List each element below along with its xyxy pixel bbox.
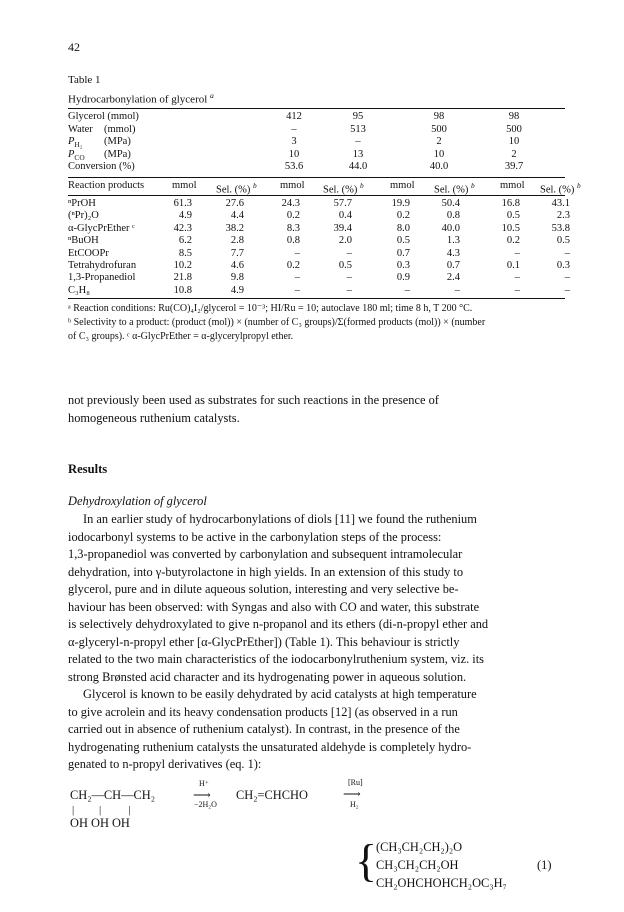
header-cell: mmol bbox=[390, 180, 415, 191]
table-cell: 43.1 bbox=[551, 198, 570, 209]
table-cell: 0.3 bbox=[396, 260, 410, 271]
table-cell: 6.2 bbox=[178, 235, 192, 247]
header-cell: mmol bbox=[172, 180, 197, 191]
condition-row bbox=[68, 149, 568, 161]
condition-subscript: CO bbox=[74, 152, 85, 162]
condition-row bbox=[68, 124, 568, 136]
table-cell: 0.9 bbox=[396, 272, 410, 284]
eq-bonds: | | | bbox=[72, 804, 131, 816]
table-cell: – bbox=[294, 247, 300, 259]
page-number: 42 bbox=[68, 40, 80, 54]
table-cell: – bbox=[514, 247, 520, 259]
intro-paragraph bbox=[68, 392, 560, 427]
product-name: ⁿBuOH bbox=[68, 235, 99, 247]
table-cell: 9.8 bbox=[230, 272, 244, 284]
eq-arrow1-top: H⁺ bbox=[199, 779, 209, 788]
condition-row bbox=[68, 161, 568, 173]
condition-value: 13 bbox=[352, 148, 364, 160]
table-cell: 4.9 bbox=[230, 284, 244, 296]
condition-value: 98 bbox=[508, 111, 520, 122]
text-line: strong Brønsted acid character and its hydrogenating power in aqueous solution. bbox=[68, 669, 467, 684]
table-cell: 0.2 bbox=[506, 235, 520, 247]
table-cell: 0.5 bbox=[396, 235, 410, 247]
eq-intermediate: CH₂=CHCHO bbox=[236, 788, 308, 802]
header-text: Sel. (%) bbox=[540, 184, 575, 196]
table-cell: 0.2 bbox=[286, 210, 300, 222]
eq-product-1: (CH₃CH₂CH₂)₂O bbox=[376, 840, 463, 854]
eq-product-3: CH₂OHCHOHCH₂OC₃H₇ bbox=[376, 876, 507, 890]
text-line: genated to n-propyl derivatives (eq. 1): bbox=[68, 757, 262, 771]
eq-reactant: CH₂—CH—CH₂ bbox=[70, 788, 156, 802]
table-cell: 10.2 bbox=[173, 260, 192, 271]
table-mid-rule bbox=[68, 177, 565, 178]
table-cell: 4.6 bbox=[230, 260, 244, 271]
text-line: carried out in absence of ruthenium catalyst). In contrast, in the presence of the bbox=[68, 722, 460, 736]
condition-value: 40.0 bbox=[429, 161, 449, 172]
table-footnote-a: ᵃ Reaction conditions: Ru(CO)₄I₂/glycerol = 10⁻³; HI/Ru = 10; autoclave 180 ml; time 8 h, T 200 °C. bbox=[68, 303, 473, 314]
header-text: Sel. (%) bbox=[323, 184, 358, 196]
header-text: Sel. (%) bbox=[216, 184, 251, 196]
condition-symbol: P bbox=[68, 148, 75, 160]
table-cell: – bbox=[564, 247, 570, 259]
table-bottom-rule bbox=[68, 298, 565, 299]
body-paragraphs bbox=[68, 511, 560, 774]
condition-value: 98 bbox=[433, 111, 445, 122]
eq-product-2: CH₃CH₂CH₂OH bbox=[376, 858, 459, 872]
table-cell: – bbox=[294, 272, 300, 284]
text-line: homogeneous ruthenium catalysts. bbox=[68, 410, 240, 425]
table-cell: 2.3 bbox=[556, 210, 570, 222]
text-line: In an earlier study of hydrocarbonylations of diols [11] we found the ruthenium bbox=[83, 512, 477, 526]
condition-subscript: H₂ bbox=[74, 140, 83, 150]
table-cell: 0.7 bbox=[396, 247, 410, 259]
eq-brace: { bbox=[355, 835, 378, 886]
table-caption-text: Hydrocarbonylation of glycerol bbox=[68, 93, 208, 106]
text-line: glycerol, pure and in dilute aqueous solution, interesting and very selective be- bbox=[68, 582, 459, 596]
condition-value: 95 bbox=[352, 111, 364, 122]
condition-value: 412 bbox=[286, 111, 302, 122]
text-line: α-glyceryl-n-propyl ether [α-GlycPrEther]) (Table 1). This behaviour is strictly bbox=[68, 634, 460, 649]
table-cell: 53.8 bbox=[551, 222, 570, 234]
condition-symbol: P bbox=[68, 136, 75, 147]
table-cell: 0.1 bbox=[506, 260, 520, 271]
product-name: ⁿPrOH bbox=[68, 198, 96, 209]
condition-label: Conversion (%) bbox=[68, 161, 135, 172]
table-cell: – bbox=[514, 284, 520, 296]
table-row bbox=[68, 235, 568, 247]
table-cell: – bbox=[346, 247, 352, 259]
table-cell: – bbox=[564, 272, 570, 284]
header-mark: b bbox=[577, 181, 581, 190]
text-line: Glycerol is known to be easily dehydrated by acid catalysts at high temperature bbox=[83, 687, 477, 701]
product-name: Tetrahydrofuran bbox=[68, 260, 137, 271]
text-line: to give acrolein and its heavy condensation products [12] (as observed in a run bbox=[68, 704, 458, 719]
table-cell: 0.2 bbox=[286, 260, 300, 271]
table-cell: – bbox=[294, 284, 300, 296]
table-cell: 2.8 bbox=[230, 235, 244, 247]
condition-value: 2 bbox=[511, 148, 517, 160]
header-mark: b bbox=[471, 181, 475, 190]
header-text: Sel. (%) bbox=[434, 184, 469, 196]
table-cell: 8.0 bbox=[396, 222, 410, 234]
header-mark: b bbox=[360, 181, 364, 190]
table-cell: 0.2 bbox=[396, 210, 410, 222]
table-row bbox=[68, 248, 568, 260]
product-name: (ⁿPr)₂O bbox=[68, 210, 99, 222]
eq-arrow1: ⟶ bbox=[193, 788, 211, 802]
subsection-heading: Dehydroxylation of glycerol bbox=[68, 494, 207, 508]
condition-label: Water bbox=[68, 123, 93, 135]
table-row bbox=[68, 272, 568, 284]
condition-value: 10 bbox=[508, 136, 520, 147]
table-cell: 0.5 bbox=[506, 210, 520, 222]
section-heading: Results bbox=[68, 462, 108, 476]
condition-value: 44.0 bbox=[348, 161, 368, 172]
products-header-row bbox=[68, 180, 581, 196]
table-cell: 21.8 bbox=[173, 272, 192, 284]
table-cell: 4.4 bbox=[230, 210, 244, 222]
table-cell: 24.3 bbox=[281, 198, 300, 209]
table-cell: – bbox=[346, 284, 352, 296]
table-cell: – bbox=[404, 284, 410, 296]
condition-value: 10 bbox=[288, 148, 300, 160]
condition-value: 39.7 bbox=[504, 161, 524, 172]
table-footnote-c: of C₃ groups). ᶜ α-GlycPrEther = α-glycerylpropyl ether. bbox=[68, 331, 294, 342]
condition-value: 3 bbox=[291, 136, 297, 147]
table-cell: – bbox=[346, 272, 352, 284]
condition-value: 513 bbox=[350, 123, 366, 135]
table-cell: 19.9 bbox=[391, 198, 410, 209]
table-top-rule bbox=[68, 108, 565, 109]
eq-arrow1-bottom: −2H₂O bbox=[194, 800, 217, 809]
eq-arrow2-bottom: H₂ bbox=[350, 800, 359, 809]
text-line: is selectively dehydroxylated to give n-propanol and its ethers (di-n-propyl ether and bbox=[68, 617, 489, 631]
table-cell: 2.0 bbox=[338, 235, 352, 247]
table-footnote-b: ᵇ Selectivity to a product: (product (mol)) × (number of C₃ groups)/Σ(formed products (mol)) × (number bbox=[68, 317, 486, 328]
condition-unit: (MPa) bbox=[104, 136, 131, 147]
condition-value: – bbox=[291, 123, 297, 135]
table-cell: 61.3 bbox=[173, 198, 192, 209]
eq-arrow2: ⟶ bbox=[343, 787, 361, 801]
table-cell: 57.7 bbox=[333, 198, 352, 209]
condition-row bbox=[68, 136, 568, 148]
table-cell: 42.3 bbox=[173, 222, 192, 234]
product-name: α-GlycPrEther ᶜ bbox=[68, 222, 135, 234]
table-cell: 7.7 bbox=[230, 247, 244, 259]
table-cell: 10.5 bbox=[501, 222, 520, 234]
text-line: 1,3-propanediol was converted by carbonylation and subsequent intramolecular bbox=[68, 547, 463, 561]
table-cell: 8.5 bbox=[178, 247, 192, 259]
table-row bbox=[68, 223, 568, 235]
header-cell: mmol bbox=[280, 180, 305, 191]
product-name: 1,3-Propanediol bbox=[68, 272, 136, 284]
table-cell: 0.7 bbox=[446, 260, 460, 271]
header-mark: b bbox=[253, 181, 257, 190]
table-cell: 16.8 bbox=[501, 198, 520, 209]
product-name: C₃H₈ bbox=[68, 284, 90, 296]
table-label: Table 1 bbox=[68, 74, 101, 86]
table-cell: – bbox=[514, 272, 520, 284]
table-row bbox=[68, 285, 568, 297]
table-header-rule bbox=[68, 195, 565, 196]
text-line: haviour has been observed: with Syngas and also with CO and water, this substrate bbox=[68, 599, 480, 614]
condition-value: 500 bbox=[431, 123, 447, 135]
text-line: dehydration, into γ-butyrolactone in high yields. In an extension of this study to bbox=[68, 564, 464, 579]
product-name: EtCOOPr bbox=[68, 247, 109, 259]
condition-value: 10 bbox=[433, 148, 445, 160]
condition-row bbox=[68, 111, 568, 123]
table-row bbox=[68, 210, 568, 222]
text-line: iodocarbonyl systems to be active in the carbonylation steps of the process: bbox=[68, 529, 442, 544]
table-cell: 50.4 bbox=[441, 198, 460, 209]
condition-value: 500 bbox=[506, 123, 522, 135]
table-cell: 10.8 bbox=[173, 284, 192, 296]
table-cell: – bbox=[564, 284, 570, 296]
table-cell: 4.9 bbox=[178, 210, 192, 222]
eq-number: (1) bbox=[537, 858, 552, 872]
table-row bbox=[68, 260, 568, 272]
eq-arrow2-top: [Ru] bbox=[348, 778, 363, 787]
condition-value: 53.6 bbox=[284, 161, 304, 172]
table-caption-mark: a bbox=[210, 91, 214, 100]
condition-value: 2 bbox=[436, 136, 442, 147]
table-cell: 0.3 bbox=[556, 260, 570, 271]
table-cell: – bbox=[454, 284, 460, 296]
header-cell: mmol bbox=[500, 180, 525, 191]
table-cell: 1.3 bbox=[446, 235, 460, 247]
header-cell: Reaction products bbox=[68, 180, 145, 191]
table-cell: 0.5 bbox=[556, 235, 570, 247]
table-cell: 8.3 bbox=[286, 222, 300, 234]
table-cell: 39.4 bbox=[333, 222, 352, 234]
table-cell: 40.0 bbox=[441, 222, 460, 234]
table-cell: 38.2 bbox=[225, 222, 244, 234]
table-cell: 0.8 bbox=[286, 235, 300, 247]
table-cell: 0.5 bbox=[338, 260, 352, 271]
table-caption bbox=[68, 91, 214, 106]
table-cell: 4.3 bbox=[446, 247, 460, 259]
table-cell: 2.4 bbox=[446, 272, 460, 284]
condition-label: Glycerol (mmol) bbox=[68, 111, 139, 122]
table-row bbox=[68, 198, 568, 210]
condition-unit: (mmol) bbox=[104, 123, 136, 135]
table-cell: 0.4 bbox=[338, 210, 352, 222]
text-line: hydrogenating ruthenium catalysts the unsaturated aldehyde is completely hydro- bbox=[68, 739, 472, 754]
text-line: not previously been used as substrates for such reactions in the presence of bbox=[68, 393, 439, 407]
text-line: related to the two main characteristics of the iodocarbonylruthenium system, viz. its bbox=[68, 652, 484, 666]
table-cell: 0.8 bbox=[446, 210, 460, 222]
eq-hydroxyls: OH OH OH bbox=[70, 816, 130, 830]
condition-value: – bbox=[355, 136, 361, 147]
table-cell: 27.6 bbox=[225, 198, 244, 209]
condition-unit: (MPa) bbox=[104, 148, 131, 160]
